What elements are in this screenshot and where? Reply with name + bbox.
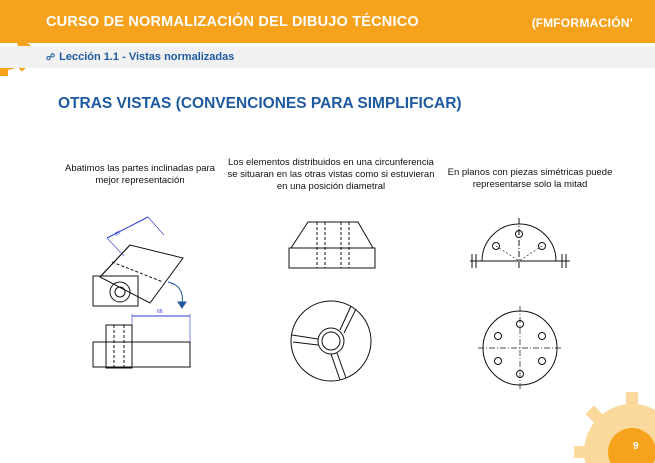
caption-inclined: Abatimos las partes inclinadas para mejor representación: [65, 163, 215, 186]
drawing-circumference-top: [289, 222, 375, 268]
drawing-inclined-bottom: [93, 314, 190, 368]
caption-circumference: Los elementos distribuidos en una circunferencia se situaran en las otras vistas como si estuvieran en una posición diametral: [227, 157, 435, 192]
page-number: 9: [633, 441, 639, 452]
caption-symmetric: En planos con piezas simétricas puede representarse solo la mitad: [447, 167, 613, 190]
drawing-circumference-bottom: [291, 301, 371, 381]
brand-name: FORMACIÓN': [553, 16, 633, 30]
section-title: OTRAS VISTAS (CONVENCIONES PARA SIMPLIFICAR): [58, 95, 462, 112]
course-title: CURSO DE NORMALIZACIÓN DEL DIBUJO TÉCNICO: [46, 14, 419, 30]
drawing-symmetric-full: [478, 306, 562, 390]
dimension-label-1: 85: [114, 229, 122, 238]
drawing-symmetric-half: [470, 218, 570, 268]
drawing-inclined-top: [93, 217, 186, 308]
brand-mark: (FM: [531, 16, 554, 30]
lesson-label: Lección 1.1 - Vistas normalizadas: [59, 51, 235, 63]
dimension-label-2: 66: [157, 309, 163, 315]
link-icon: ☍: [46, 52, 56, 62]
